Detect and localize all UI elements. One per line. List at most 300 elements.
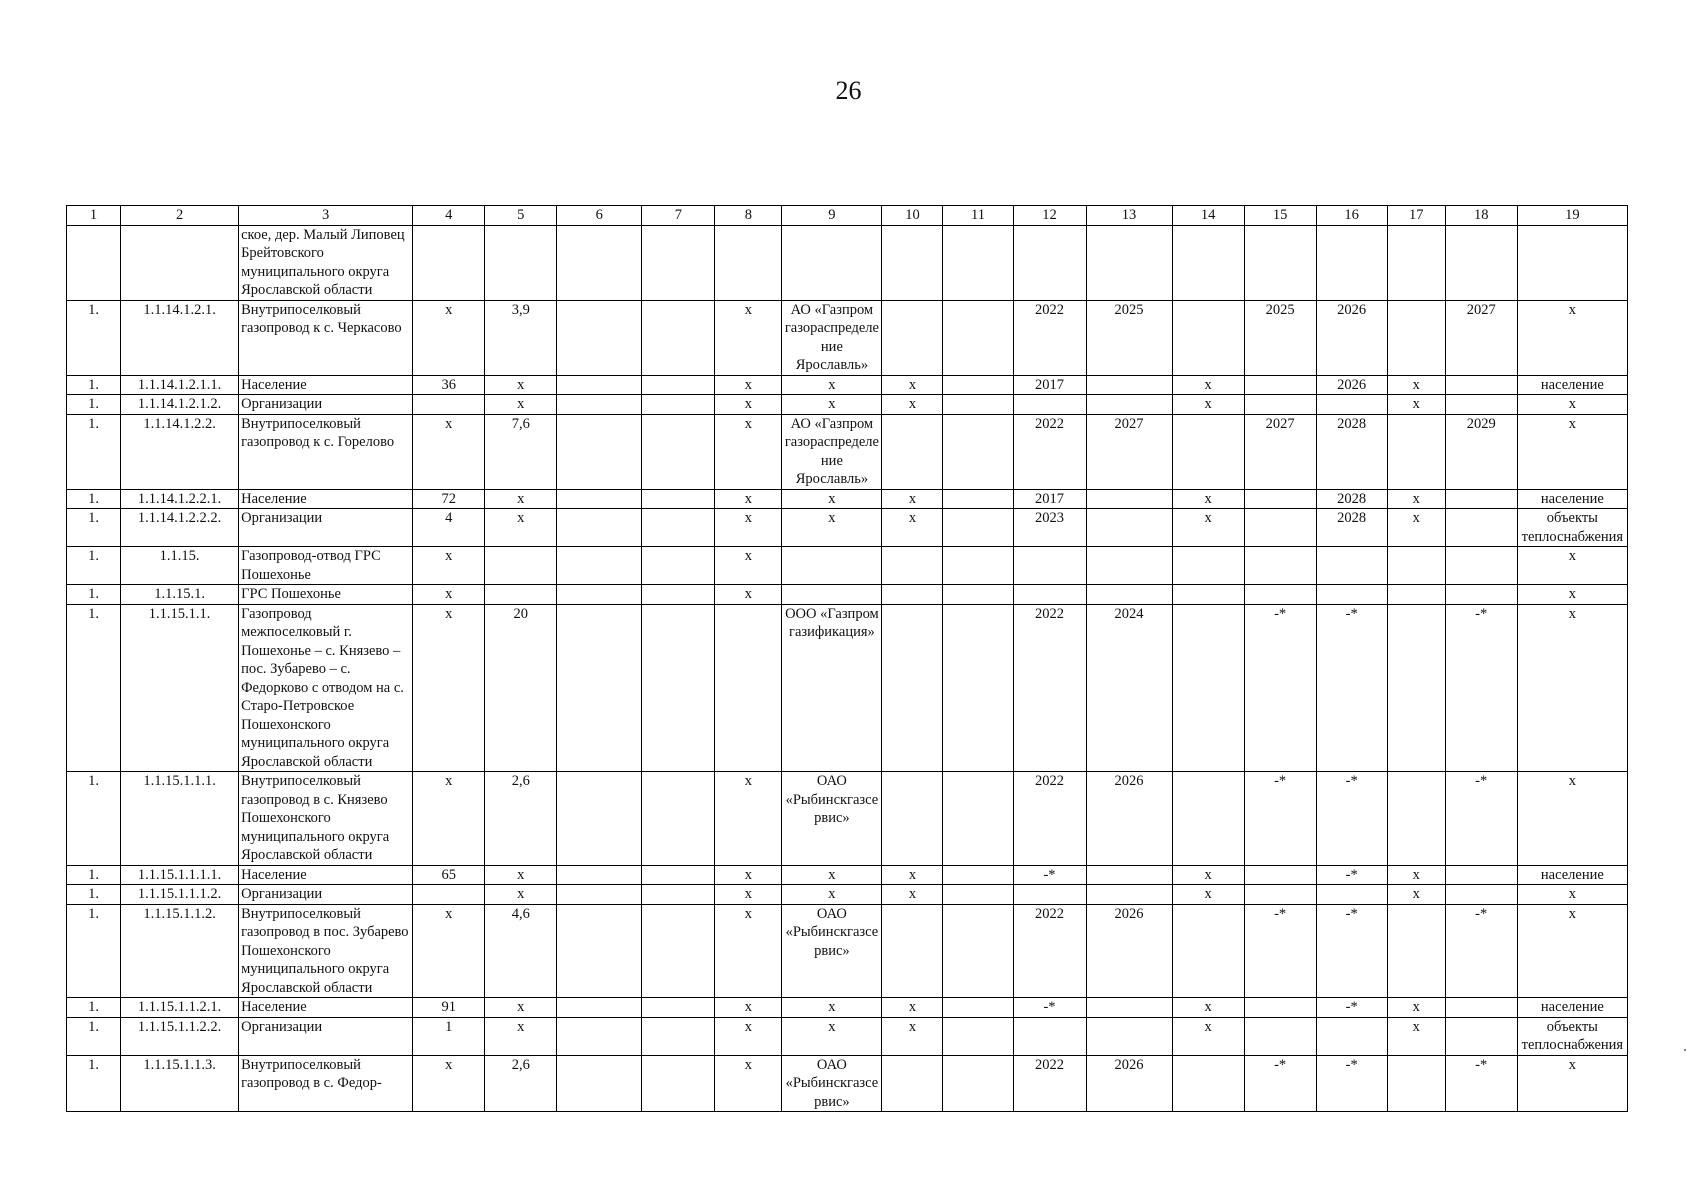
table-cell: [642, 998, 715, 1018]
table-cell: [485, 225, 557, 300]
table-cell: х: [1172, 395, 1244, 415]
table-row: [67, 375, 1628, 395]
table-cell: [1244, 865, 1316, 885]
table-cell: [557, 489, 642, 509]
table-cell: 72: [413, 489, 485, 509]
table-cell: Газопровод-отвод ГРС Пошехонье: [239, 547, 413, 585]
table-cell: [1172, 604, 1244, 772]
table-cell: 3,9: [485, 300, 557, 375]
table-cell: [943, 904, 1013, 998]
table-row: [67, 489, 1628, 509]
table-cell: -*: [1244, 772, 1316, 866]
table-cell: 1.: [67, 904, 121, 998]
table-cell: [1244, 489, 1316, 509]
table-cell: [121, 225, 239, 300]
table-cell: Организации: [239, 885, 413, 905]
table-cell: объекты теплоснабжения: [1517, 1017, 1627, 1055]
table-cell: х: [882, 885, 943, 905]
table-cell: [557, 414, 642, 489]
table-cell: х: [1387, 998, 1445, 1018]
table-cell: 2017: [1013, 375, 1086, 395]
table-cell: х: [1172, 885, 1244, 905]
table-cell: х: [485, 885, 557, 905]
table-cell: 1.: [67, 509, 121, 547]
table-cell: х: [715, 585, 782, 605]
table-cell: [485, 585, 557, 605]
table-cell: [882, 585, 943, 605]
table-cell: [943, 885, 1013, 905]
table-cell: х: [1517, 300, 1627, 375]
table-cell: х: [1517, 585, 1627, 605]
table-cell: 2,6: [485, 1055, 557, 1112]
table-cell: [1172, 585, 1244, 605]
table-cell: Население: [239, 998, 413, 1018]
table-cell: Внутрипоселковый газопровод к с. Черкасово: [239, 300, 413, 375]
table-cell: 91: [413, 998, 485, 1018]
table-cell: 1: [413, 1017, 485, 1055]
table-cell: х: [1517, 395, 1627, 415]
table-cell: [1445, 865, 1517, 885]
table-cell: [1086, 885, 1172, 905]
table-cell: ГРС Пошехонье: [239, 585, 413, 605]
table-cell: [413, 395, 485, 415]
column-number-cell: 14: [1172, 206, 1244, 226]
column-number-cell: 5: [485, 206, 557, 226]
table-cell: Организации: [239, 509, 413, 547]
table-cell: ООО «Газпром газификация»: [782, 604, 882, 772]
table-cell: 4: [413, 509, 485, 547]
table-cell: [1086, 395, 1172, 415]
table-cell: [642, 1055, 715, 1112]
table-cell: х: [485, 998, 557, 1018]
table-cell: [1086, 998, 1172, 1018]
table-cell: [943, 395, 1013, 415]
table-cell: -*: [1316, 1055, 1387, 1112]
table-cell: [882, 414, 943, 489]
table-row: [67, 414, 1628, 489]
table-cell: 2022: [1013, 1055, 1086, 1112]
table-cell: [1172, 1055, 1244, 1112]
table-cell: х: [1172, 489, 1244, 509]
table-cell: [1172, 904, 1244, 998]
table-cell: [1316, 225, 1387, 300]
table-cell: х: [782, 395, 882, 415]
table-cell: [1387, 414, 1445, 489]
table-cell: х: [882, 489, 943, 509]
table-cell: 1.: [67, 772, 121, 866]
table-cell: [882, 1055, 943, 1112]
table-cell: 1.1.15.1.1.1.1.: [121, 865, 239, 885]
table-cell: ОАО «Рыбинскгазсервис»: [782, 772, 882, 866]
table-cell: [1445, 585, 1517, 605]
table-cell: 2022: [1013, 604, 1086, 772]
table-cell: х: [413, 414, 485, 489]
table-cell: [642, 547, 715, 585]
table-row: [67, 395, 1628, 415]
table-cell: [557, 772, 642, 866]
column-number-row: [67, 206, 1628, 226]
table-cell: [1445, 509, 1517, 547]
table-cell: [1086, 509, 1172, 547]
table-cell: [557, 865, 642, 885]
table-cell: 1.1.14.1.2.1.: [121, 300, 239, 375]
table-cell: [557, 904, 642, 998]
table-cell: 1.: [67, 1017, 121, 1055]
table-row: [67, 865, 1628, 885]
table-cell: х: [715, 998, 782, 1018]
table-cell: [642, 509, 715, 547]
table-cell: [943, 225, 1013, 300]
table-cell: -*: [1244, 1055, 1316, 1112]
column-number-cell: 11: [943, 206, 1013, 226]
table-cell: х: [1387, 375, 1445, 395]
table-cell: [1445, 885, 1517, 905]
table-cell: 1.1.14.1.2.1.1.: [121, 375, 239, 395]
table-cell: 2022: [1013, 300, 1086, 375]
table-cell: -*: [1316, 604, 1387, 772]
table-cell: х: [782, 998, 882, 1018]
table-cell: х: [715, 885, 782, 905]
table-cell: х: [882, 509, 943, 547]
table-cell: 1.: [67, 885, 121, 905]
table-cell: [413, 885, 485, 905]
table-cell: АО «Газпром газораспределение Ярославль»: [782, 300, 882, 375]
table-cell: [943, 375, 1013, 395]
table-cell: 1.1.15.1.1.2.2.: [121, 1017, 239, 1055]
table-cell: х: [485, 865, 557, 885]
table-cell: [1172, 772, 1244, 866]
table-cell: [943, 1055, 1013, 1112]
table-cell: [943, 300, 1013, 375]
table-cell: [1445, 1017, 1517, 1055]
table-cell: х: [715, 395, 782, 415]
table-cell: [1013, 395, 1086, 415]
column-number-cell: 8: [715, 206, 782, 226]
table-cell: 2022: [1013, 904, 1086, 998]
table-cell: -*: [1316, 772, 1387, 866]
column-number-cell: 4: [413, 206, 485, 226]
column-number-cell: 2: [121, 206, 239, 226]
table-cell: [1172, 547, 1244, 585]
table-cell: 1.: [67, 395, 121, 415]
table-cell: [1172, 225, 1244, 300]
column-number-cell: 12: [1013, 206, 1086, 226]
table-cell: -*: [1445, 904, 1517, 998]
table-cell: [1244, 225, 1316, 300]
table-cell: [715, 225, 782, 300]
table-cell: х: [1387, 509, 1445, 547]
table-cell: 1.: [67, 1055, 121, 1112]
table-cell: -*: [1316, 998, 1387, 1018]
table-cell: х: [715, 375, 782, 395]
table-cell: [557, 1017, 642, 1055]
table-cell: [943, 604, 1013, 772]
table-cell: ское, дер. Малый Липовец Брейтовского муниципального округа Ярославской области: [239, 225, 413, 300]
table-cell: [557, 585, 642, 605]
table-cell: х: [1172, 998, 1244, 1018]
table-cell: [557, 300, 642, 375]
table-cell: 20: [485, 604, 557, 772]
table-row: [67, 604, 1628, 772]
table-cell: ОАО «Рыбинскгазсервис»: [782, 1055, 882, 1112]
table-cell: [1445, 375, 1517, 395]
column-number-cell: 6: [557, 206, 642, 226]
table-cell: [1517, 225, 1627, 300]
table-cell: [943, 1017, 1013, 1055]
table-cell: х: [882, 865, 943, 885]
table-cell: 4,6: [485, 904, 557, 998]
table-cell: [1387, 585, 1445, 605]
column-number-cell: 3: [239, 206, 413, 226]
table-cell: [1316, 1017, 1387, 1055]
table-cell: 1.1.15.1.1.3.: [121, 1055, 239, 1112]
table-row: [67, 998, 1628, 1018]
table-cell: х: [1517, 547, 1627, 585]
table-cell: [1445, 547, 1517, 585]
table-cell: [642, 1017, 715, 1055]
table-cell: [1172, 300, 1244, 375]
table-cell: [557, 604, 642, 772]
table-cell: [782, 585, 882, 605]
table-cell: [642, 300, 715, 375]
table-cell: [882, 904, 943, 998]
table-cell: х: [715, 509, 782, 547]
table-cell: Внутрипоселковый газопровод к с. Горелово: [239, 414, 413, 489]
table-cell: 1.: [67, 489, 121, 509]
table-cell: [557, 547, 642, 585]
table-cell: х: [1172, 1017, 1244, 1055]
table-cell: объекты теплоснабжения: [1517, 509, 1627, 547]
table-cell: х: [782, 509, 882, 547]
table-cell: 1.: [67, 375, 121, 395]
table-cell: -*: [1445, 604, 1517, 772]
table-cell: х: [413, 585, 485, 605]
table-row: [67, 1017, 1628, 1055]
table-cell: Газопровод межпоселковый г. Пошехонье – с. Князево – пос. Зубарево – с. Федорково с отводом на с. Старо-Петровское Пошехонского муниципального округа Ярославской области: [239, 604, 413, 772]
table-cell: [882, 547, 943, 585]
table-cell: [943, 865, 1013, 885]
table-cell: 7,6: [485, 414, 557, 489]
table-cell: [642, 225, 715, 300]
table-cell: х: [882, 998, 943, 1018]
table-cell: х: [715, 547, 782, 585]
column-number-cell: 19: [1517, 206, 1627, 226]
table-cell: 65: [413, 865, 485, 885]
table-cell: 2017: [1013, 489, 1086, 509]
table-cell: ОАО «Рыбинскгазсервис»: [782, 904, 882, 998]
table-cell: х: [715, 1055, 782, 1112]
table-cell: 2025: [1086, 300, 1172, 375]
table-cell: [943, 772, 1013, 866]
table-cell: х: [1517, 604, 1627, 772]
table-cell: 2024: [1086, 604, 1172, 772]
table-cell: [715, 604, 782, 772]
table-cell: [882, 772, 943, 866]
table-cell: 1.1.14.1.2.1.2.: [121, 395, 239, 415]
table-row: [67, 904, 1628, 998]
table-cell: х: [413, 904, 485, 998]
table-cell: [642, 904, 715, 998]
table-cell: 2026: [1086, 1055, 1172, 1112]
table-cell: х: [1387, 1017, 1445, 1055]
table-cell: [1387, 225, 1445, 300]
table-cell: [1316, 885, 1387, 905]
table-cell: [1244, 998, 1316, 1018]
table-cell: [642, 395, 715, 415]
table-cell: [1086, 225, 1172, 300]
table-cell: 1.: [67, 998, 121, 1018]
column-number-cell: 9: [782, 206, 882, 226]
table-cell: 1.1.15.1.1.1.2.: [121, 885, 239, 905]
table-cell: [642, 772, 715, 866]
table-cell: х: [782, 1017, 882, 1055]
table-cell: х: [485, 1017, 557, 1055]
table-cell: [1387, 604, 1445, 772]
table-cell: [1013, 585, 1086, 605]
table-cell: [1244, 509, 1316, 547]
table-cell: [943, 509, 1013, 547]
table-cell: АО «Газпром газораспределение Ярославль»: [782, 414, 882, 489]
table-cell: [1086, 865, 1172, 885]
table-cell: [1445, 489, 1517, 509]
table-cell: [1387, 300, 1445, 375]
table-cell: х: [1172, 375, 1244, 395]
table-cell: [882, 604, 943, 772]
table-row: [67, 509, 1628, 547]
table-cell: х: [882, 395, 943, 415]
column-number-cell: 16: [1316, 206, 1387, 226]
table-cell: х: [413, 1055, 485, 1112]
table-cell: -*: [1316, 865, 1387, 885]
table-cell: 2028: [1316, 509, 1387, 547]
table-cell: 1.: [67, 585, 121, 605]
table-cell: х: [782, 489, 882, 509]
table-row: [67, 1055, 1628, 1112]
table-cell: х: [715, 904, 782, 998]
table-cell: [1316, 585, 1387, 605]
table-cell: 2027: [1244, 414, 1316, 489]
table-cell: х: [1517, 414, 1627, 489]
table-cell: Внутрипоселковый газопровод в пос. Зубарево Пошехонского муниципального округа Ярославской области: [239, 904, 413, 998]
table-cell: х: [715, 300, 782, 375]
table-cell: [782, 547, 882, 585]
table-cell: [943, 585, 1013, 605]
table-cell: 1.: [67, 300, 121, 375]
column-number-cell: 18: [1445, 206, 1517, 226]
table-cell: 2026: [1316, 300, 1387, 375]
table-cell: [1172, 414, 1244, 489]
table-cell: [1013, 1017, 1086, 1055]
table-cell: х: [485, 509, 557, 547]
table-cell: [1387, 904, 1445, 998]
table-cell: 1.1.15.1.1.2.1.: [121, 998, 239, 1018]
page-number: 26: [835, 76, 862, 105]
table-cell: 36: [413, 375, 485, 395]
table-cell: -*: [1244, 604, 1316, 772]
table-cell: 1.: [67, 604, 121, 772]
table-cell: [1086, 375, 1172, 395]
table-cell: [642, 585, 715, 605]
table-cell: население: [1517, 998, 1627, 1018]
table-cell: х: [1387, 395, 1445, 415]
data-table: [66, 205, 1628, 1112]
table-cell: [1316, 395, 1387, 415]
table-cell: 2028: [1316, 489, 1387, 509]
table-cell: [642, 604, 715, 772]
table-cell: [1445, 225, 1517, 300]
table-cell: [1013, 547, 1086, 585]
table-row: [67, 585, 1628, 605]
table-cell: х: [715, 489, 782, 509]
table-cell: Организации: [239, 395, 413, 415]
table-row: [67, 885, 1628, 905]
table-cell: 2027: [1445, 300, 1517, 375]
table-cell: 2028: [1316, 414, 1387, 489]
table-cell: [557, 998, 642, 1018]
table-cell: 2025: [1244, 300, 1316, 375]
table-cell: 2,6: [485, 772, 557, 866]
table-cell: [1445, 998, 1517, 1018]
table-cell: 2029: [1445, 414, 1517, 489]
table-cell: х: [1517, 885, 1627, 905]
table-cell: [1244, 395, 1316, 415]
table-cell: [1013, 225, 1086, 300]
table-cell: [943, 998, 1013, 1018]
table-cell: х: [1172, 865, 1244, 885]
table-cell: Организации: [239, 1017, 413, 1055]
column-number-cell: 17: [1387, 206, 1445, 226]
table-row: [67, 547, 1628, 585]
column-number-cell: 10: [882, 206, 943, 226]
table-cell: х: [782, 375, 882, 395]
table-cell: [557, 375, 642, 395]
table-cell: [1086, 585, 1172, 605]
column-number-cell: 7: [642, 206, 715, 226]
table-cell: [1445, 395, 1517, 415]
table-cell: х: [715, 772, 782, 866]
table-cell: [557, 509, 642, 547]
table-cell: [882, 300, 943, 375]
table-cell: х: [413, 300, 485, 375]
table-cell: Внутрипоселковый газопровод в с. Федор-: [239, 1055, 413, 1112]
table-cell: Население: [239, 375, 413, 395]
table-cell: х: [1517, 904, 1627, 998]
table-cell: 1.1.15.1.1.2.: [121, 904, 239, 998]
table-cell: х: [1387, 489, 1445, 509]
table-cell: [642, 865, 715, 885]
table-cell: х: [485, 489, 557, 509]
table-cell: [1244, 585, 1316, 605]
table-cell: 2022: [1013, 414, 1086, 489]
column-number-cell: 13: [1086, 206, 1172, 226]
table-cell: [485, 547, 557, 585]
table-cell: 2023: [1013, 509, 1086, 547]
table-cell: х: [782, 885, 882, 905]
table-cell: х: [1517, 1055, 1627, 1112]
table-cell: 1.1.15.1.1.: [121, 604, 239, 772]
table-cell: [1244, 885, 1316, 905]
table-cell: [882, 225, 943, 300]
table-cell: [943, 547, 1013, 585]
table-cell: х: [882, 375, 943, 395]
table-cell: х: [1387, 885, 1445, 905]
table-cell: 1.1.14.1.2.2.1.: [121, 489, 239, 509]
table-cell: [943, 414, 1013, 489]
table-cell: 1.1.15.1.1.1.: [121, 772, 239, 866]
table-cell: 1.: [67, 547, 121, 585]
table-cell: [413, 225, 485, 300]
table-cell: -*: [1445, 772, 1517, 866]
